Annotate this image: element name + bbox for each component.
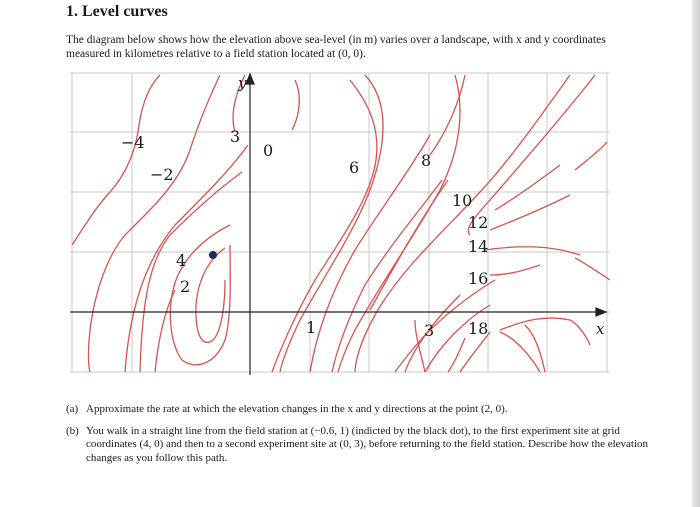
field-station-dot xyxy=(209,251,217,259)
contour-label: 3 xyxy=(230,127,241,146)
page-edge xyxy=(692,0,700,507)
contour-label: 1 xyxy=(306,318,317,337)
grid xyxy=(70,73,610,372)
contour-label: 3 xyxy=(424,321,435,340)
problem-intro: The diagram below shows how the elevation above sea-level (in m) varies over a landscape, with x and y coordinates measured in kilometres relative to a field station located at (0, 0). xyxy=(66,34,606,60)
contour-label: 8 xyxy=(421,151,432,170)
contour-lines xyxy=(72,75,610,372)
contour-label: 10 xyxy=(452,191,473,210)
contour-label: −4 xyxy=(121,133,145,152)
contour-label: 6 xyxy=(349,158,360,177)
contour-label: 12 xyxy=(468,213,489,232)
contour-label: −2 xyxy=(150,165,174,184)
axis-x-label: x xyxy=(596,320,605,338)
contour-labels xyxy=(121,127,488,340)
question-a xyxy=(66,403,654,417)
x-axis-arrow-icon xyxy=(596,308,606,316)
contour-figure xyxy=(70,70,610,375)
contour-label: 4 xyxy=(176,251,187,270)
question-text: Approximate the rate at which the elevation changes in the x and y directions at the point (2, 0). xyxy=(86,403,508,415)
questions xyxy=(66,403,654,473)
contour-label: 14 xyxy=(468,237,489,256)
question-label: (b) xyxy=(66,424,79,437)
y-axis-arrow-icon xyxy=(246,74,254,84)
contour-label: 16 xyxy=(468,269,489,288)
contour-label: 0 xyxy=(263,141,274,160)
contour-label: 2 xyxy=(180,277,191,296)
axes xyxy=(70,74,606,375)
question-text: You walk in a straight line from the field station at (−0.6, 1) (indicted by the black dot), to the first experiment site at grid coordinates (4, 0) and then to a second experiment site at (0, 3), before returning to the field station. Describe how the elevation changes as you follow this path. xyxy=(86,424,649,464)
question-b xyxy=(66,425,654,466)
problem-heading: 1. Level curves xyxy=(66,3,168,20)
axis-y-label: y xyxy=(238,74,247,92)
contour-label: 18 xyxy=(468,319,489,338)
question-label: (a) xyxy=(66,403,79,415)
